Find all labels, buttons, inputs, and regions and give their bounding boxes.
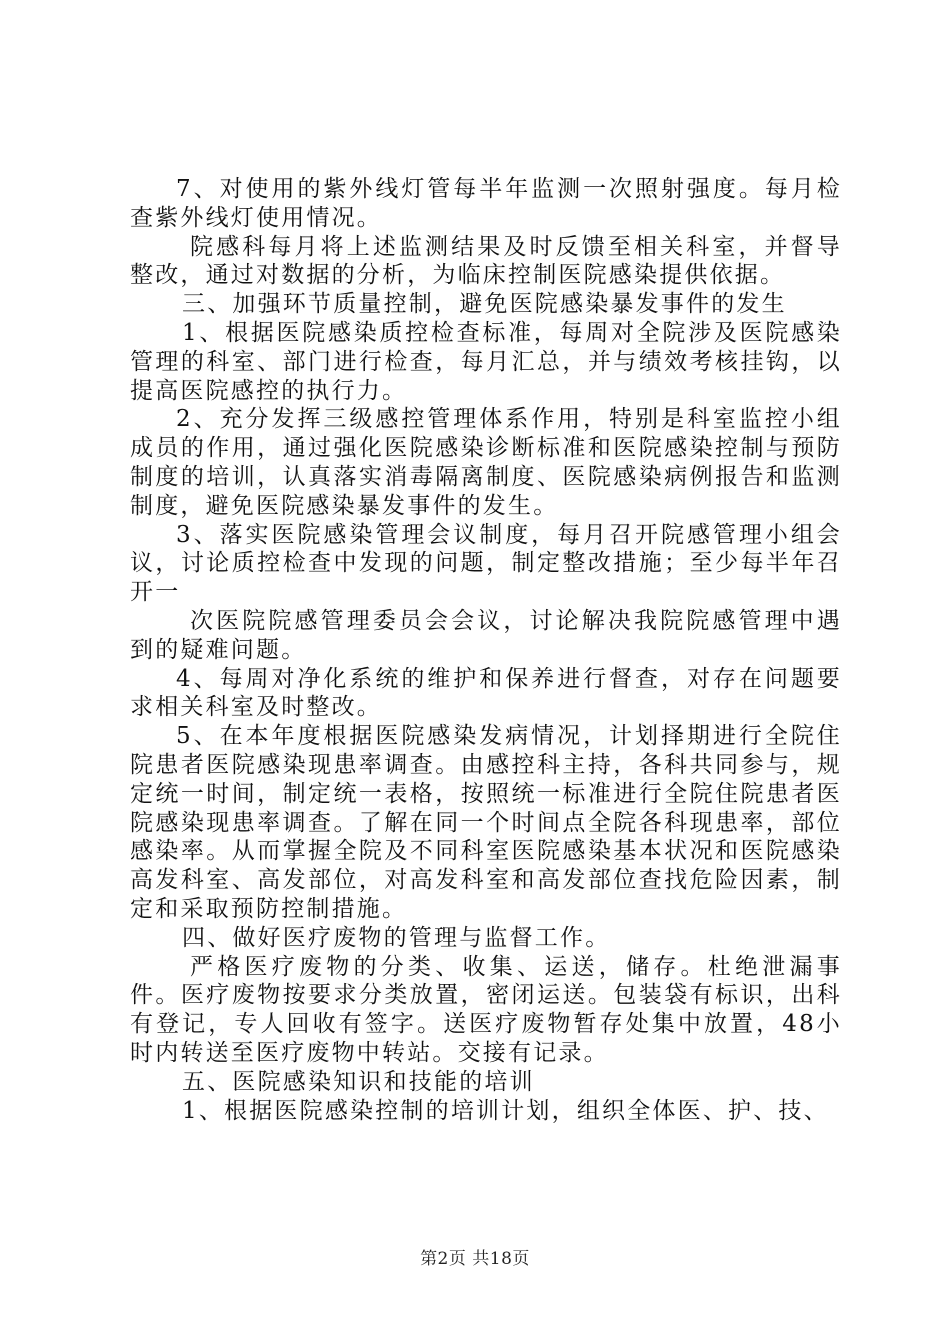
paragraph-uv-lamp-monitoring: 7、对使用的紫外线灯管每半年监测一次照射强度。每月检查紫外线灯使用情况。 xyxy=(130,176,842,231)
paragraph-weekly-inspection: 1、根据医院感染质控检查标准，每周对全院涉及医院感染管理的科室、部门进行检查，每月汇总，并与绩效考核挂钩，以提高医院感控的执行力。 xyxy=(130,319,842,404)
paragraph-committee-meeting: 次医院院感管理委员会会议，讨论解决我院院感管理中遇到的疑难问题。 xyxy=(130,607,842,663)
heading-section-four: 四、做好医疗废物的管理与监督工作。 xyxy=(182,924,611,951)
paragraph-feedback-to-departments: 院感科每月将上述监测结果及时反馈至相关科室，并督导整改，通过对数据的分析，为临床控制医院感染提供依据。 xyxy=(130,233,842,289)
page-number-footer: 第2页 共18页 xyxy=(420,1249,530,1269)
paragraph-meeting-system: 3、落实医院感染管理会议制度，每月召开院感管理小组会议，讨论质控检查中发现的问题，制定整改措施；至少每半年召开一 xyxy=(130,521,842,606)
heading-section-three: 三、加强环节质量控制，避免医院感染暴发事件的发生 xyxy=(182,291,787,318)
heading-section-five: 五、医院感染知识和技能的培训 xyxy=(182,1068,535,1095)
paragraph-three-level-system: 2、充分发挥三级感控管理体系作用，特别是科室监控小组成员的作用，通过强化医院感染诊断标准和医院感染控制与预防制度的培训，认真落实消毒隔离制度、医院感染病例报告和监测制度，避免医院感染暴发事件的发生。 xyxy=(130,406,842,519)
paragraph-medical-waste: 严格医疗废物的分类、收集、运送，储存。杜绝泄漏事件。医疗废物按要求分类放置，密闭运送。包装袋有标识，出科有登记，专人回收有签字。送医疗废物暂存处集中放置，48小时内转送至医疗废物中转站。交接有记录。 xyxy=(130,953,842,1066)
paragraph-purification-system: 4、每周对净化系统的维护和保养进行督查，对存在问题要求相关科室及时整改。 xyxy=(130,665,842,721)
document-body xyxy=(130,175,842,1125)
paragraph-training-plan: 1、根据医院感染控制的培训计划，组织全体医、护、技、 xyxy=(182,1097,829,1124)
paragraph-prevalence-survey: 5、在本年度根据医院感染发病情况，计划择期进行全院住院患者医院感染现患率调查。由感控科主持，各科共同参与，规定统一时间，制定统一表格，按照统一标准进行全院住院患者医院感染现患率调查。了解在同一个时间点全院各科现患率，部位感染率。从而掌握全院及不同科室医院感染基本状况和医院感染高发科室、高发部位，对高发科室和高发部位查找危险因素，制定和采取预防控制措施。 xyxy=(130,723,842,922)
